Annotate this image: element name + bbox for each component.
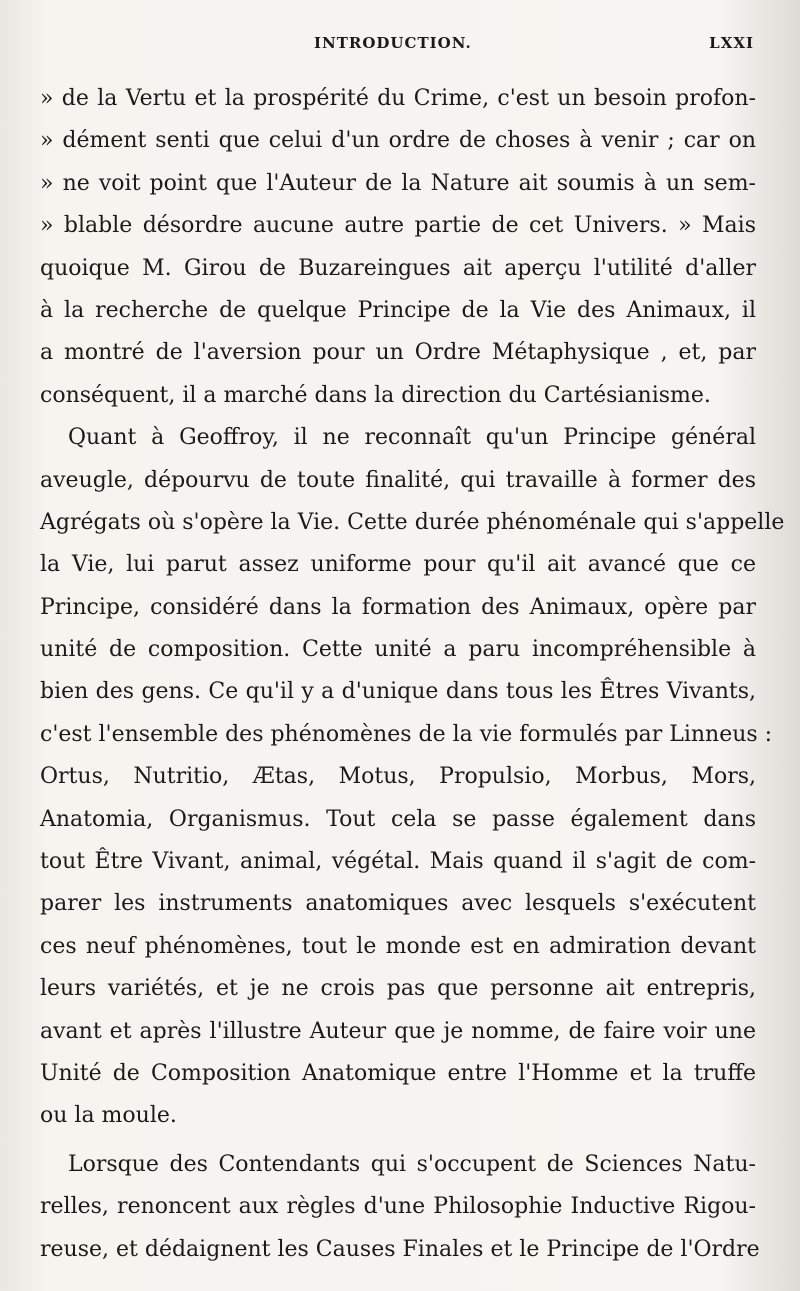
text-line: ou la moule. — [40, 1103, 177, 1129]
text-line: Principe, considéré dans la formation des Animaux, opère par — [40, 594, 756, 620]
text-line: leurs variétés, et je ne crois pas que personne ait entrepris, — [40, 976, 756, 1002]
text-line: avant et après l'illustre Auteur que je nomme, de faire voir une — [40, 1018, 756, 1044]
running-head — [0, 34, 800, 58]
text-line: Unité de Composition Anatomique entre l'Homme et la truffe — [40, 1060, 756, 1086]
page-number: LXXI — [709, 34, 754, 52]
text-line: Agrégats où s'opère la Vie. Cette durée phénoménale qui s'appelle — [40, 509, 785, 535]
text-line: Ortus, Nutritio, Ætas, Motus, Propulsio, Morbus, Mors, — [40, 764, 756, 790]
text-line: aveugle, dépourvu de toute finalité, qui travaille à former des — [40, 467, 756, 493]
body-text — [40, 78, 785, 1271]
text-line: Anatomia, Organismus. Tout cela se passe également dans — [40, 806, 756, 832]
text-line: tout Être Vivant, animal, végétal. Mais quand il s'agit de com- — [40, 849, 756, 875]
text-line: quoique M. Girou de Buzareingues ait aperçu l'utilité d'aller — [40, 255, 756, 281]
text-line: relles, renoncent aux règles d'une Philosophie Inductive Rigou- — [40, 1194, 756, 1220]
text-line: Quant à Geoffroy, il ne reconnaît qu'un Principe général — [68, 425, 756, 451]
text-line: à la recherche de quelque Principe de la Vie des Animaux, il — [40, 297, 756, 323]
text-line: a montré de l'aversion pour un Ordre Métaphysique , et, par — [40, 340, 756, 366]
text-line: » de la Vertu et la prospérité du Crime, c'est un besoin profon- — [40, 86, 756, 111]
text-line: bien des gens. Ce qu'il y a d'unique dans tous les Êtres Vivants, — [40, 679, 756, 705]
text-line: » ne voit point que l'Auteur de la Nature ait soumis à un sem- — [40, 170, 756, 196]
text-line: reuse, et dédaignent les Causes Finales et le Principe de l'Ordre — [40, 1236, 760, 1262]
text-line: » dément senti que celui d'un ordre de choses à venir ; car on — [40, 128, 756, 154]
running-head-title: INTRODUCTION. — [314, 34, 472, 52]
text-line: Lorsque des Contendants qui s'occupent de Sciences Natu- — [68, 1151, 756, 1177]
text-line: conséquent, il a marché dans la direction du Cartésianisme. — [40, 382, 711, 408]
text-line: » blable désordre aucune autre partie de cet Univers. » Mais — [40, 213, 756, 239]
text-line: c'est l'ensemble des phénomènes de la vie formulés par Linneus : — [40, 721, 773, 747]
text-line: unité de composition. Cette unité a paru incompréhensible à — [40, 637, 756, 663]
text-line: ces neuf phénomènes, tout le monde est en admiration devant — [40, 933, 756, 959]
text-line: parer les instruments anatomiques avec lesquels s'exécutent — [40, 891, 756, 917]
text-line: la Vie, lui parut assez uniforme pour qu'il ait avancé que ce — [40, 552, 756, 578]
